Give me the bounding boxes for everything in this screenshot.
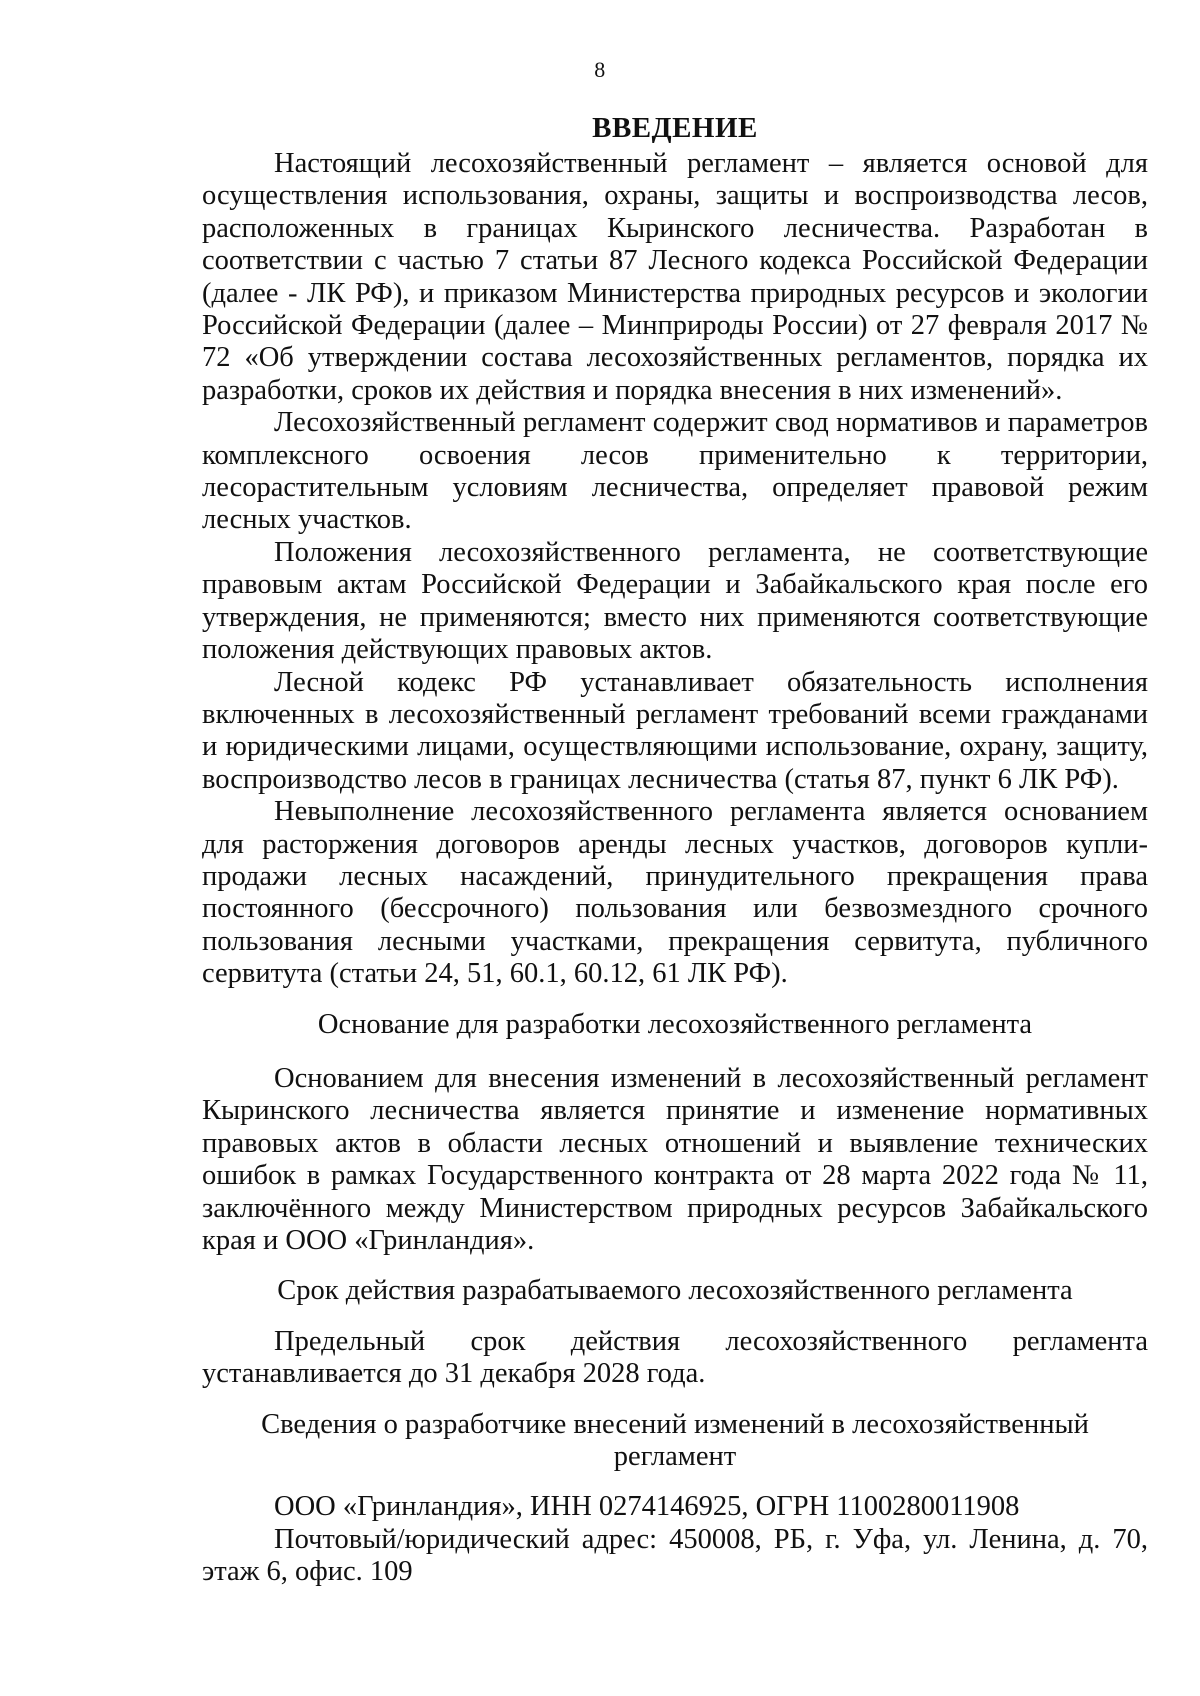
term-heading: Срок действия разрабатываемого лесохозяйственного регламента [277,1275,1073,1307]
intro-paragraph: Лесохозяйственный регламент содержит свод нормативов и параметров комплексного освоения лесов применительно к территории, лесорастительным условиям лесничества, определяет правовой режим лесных участков. [202,407,1148,536]
developer-company: ООО «Гринландия», ИНН 0274146925, ОГРН 1100280011908 [274,1491,1020,1523]
spacer [202,1041,1148,1063]
basis-paragraph: Основанием для внесения изменений в лесохозяйственный регламент Кыринского лесничества является принятие и изменение нормативных правовых актов в области лесных отношений и выявление технических ошибок в рамках Государственного контракта от 28 марта 2022 года № 11, заключённого между Министерством природных ресурсов Забайкальского края и ООО «Гринландия». [202,1062,1148,1256]
document-body [202,110,1148,1589]
document-title: ВВЕДЕНИЕ [592,112,758,144]
intro-paragraph: Настоящий лесохозяйственный регламент – является основой для осуществления использования, охраны, защиты и воспроизводства лесов, расположенных в границах Кыринского лесничества. Разработан в соответствии с частью 7 статьи 87 Лесного кодекса Российской Федерации (далее - ЛК РФ), и приказом Министерства природных ресурсов и экологии Российской Федерации (далее – Минприроды России) от 27 февраля 2017 № 72 «Об утверждении состава лесохозяйственных регламентов, порядка их разработки, сроков их действия и порядка внесения в них изменений». [202,148,1148,406]
spacer [202,1391,1148,1409]
intro-paragraph: Положения лесохозяйственного регламента, не соответствующие правовым актам Российской Федерации и Забайкальского края после его утверждения, не применяются; вместо них применяются соответствующие положения действующих правовых актов. [202,536,1148,666]
page-number: 8 [594,57,606,82]
spacer [202,1308,1148,1326]
spacer [202,991,1148,1009]
basis-heading: Основание для разработки лесохозяйственного регламента [317,1008,1033,1040]
intro-paragraph: Невыполнение лесохозяйственного регламента является основанием для расторжения договоров аренды лесных участков, договоров купли-продажи лесных насаждений, принудительного прекращения права постоянного (бессрочного) пользования или безвозмездного срочного пользования лесными участками, прекращения сервитута, публичного сервитута (статьи 24, 51, 60.1, 60.12, 61 ЛК РФ). [202,796,1148,990]
developer-address: Почтовый/юридический адрес: 450008, РБ, г. Уфа, ул. Ленина, д. 70, этаж 6, офис. 109 [202,1523,1148,1588]
developer-heading: Сведения о разработчике внесений изменений в лесохозяйственный регламент [261,1408,1089,1473]
intro-paragraph: Лесной кодекс РФ устанавливает обязательность исполнения включенных в лесохозяйственный регламент требований всеми гражданами и юридическими лицами, осуществляющими использование, охрану, защиту, воспроизводство лесов в границах лесничества (статья 87, пункт 6 ЛК РФ). [202,666,1148,795]
spacer [202,1257,1148,1275]
term-paragraph: Предельный срок действия лесохозяйственного регламента устанавливается до 31 декабря 2028 года. [202,1325,1148,1390]
spacer [202,1473,1148,1491]
